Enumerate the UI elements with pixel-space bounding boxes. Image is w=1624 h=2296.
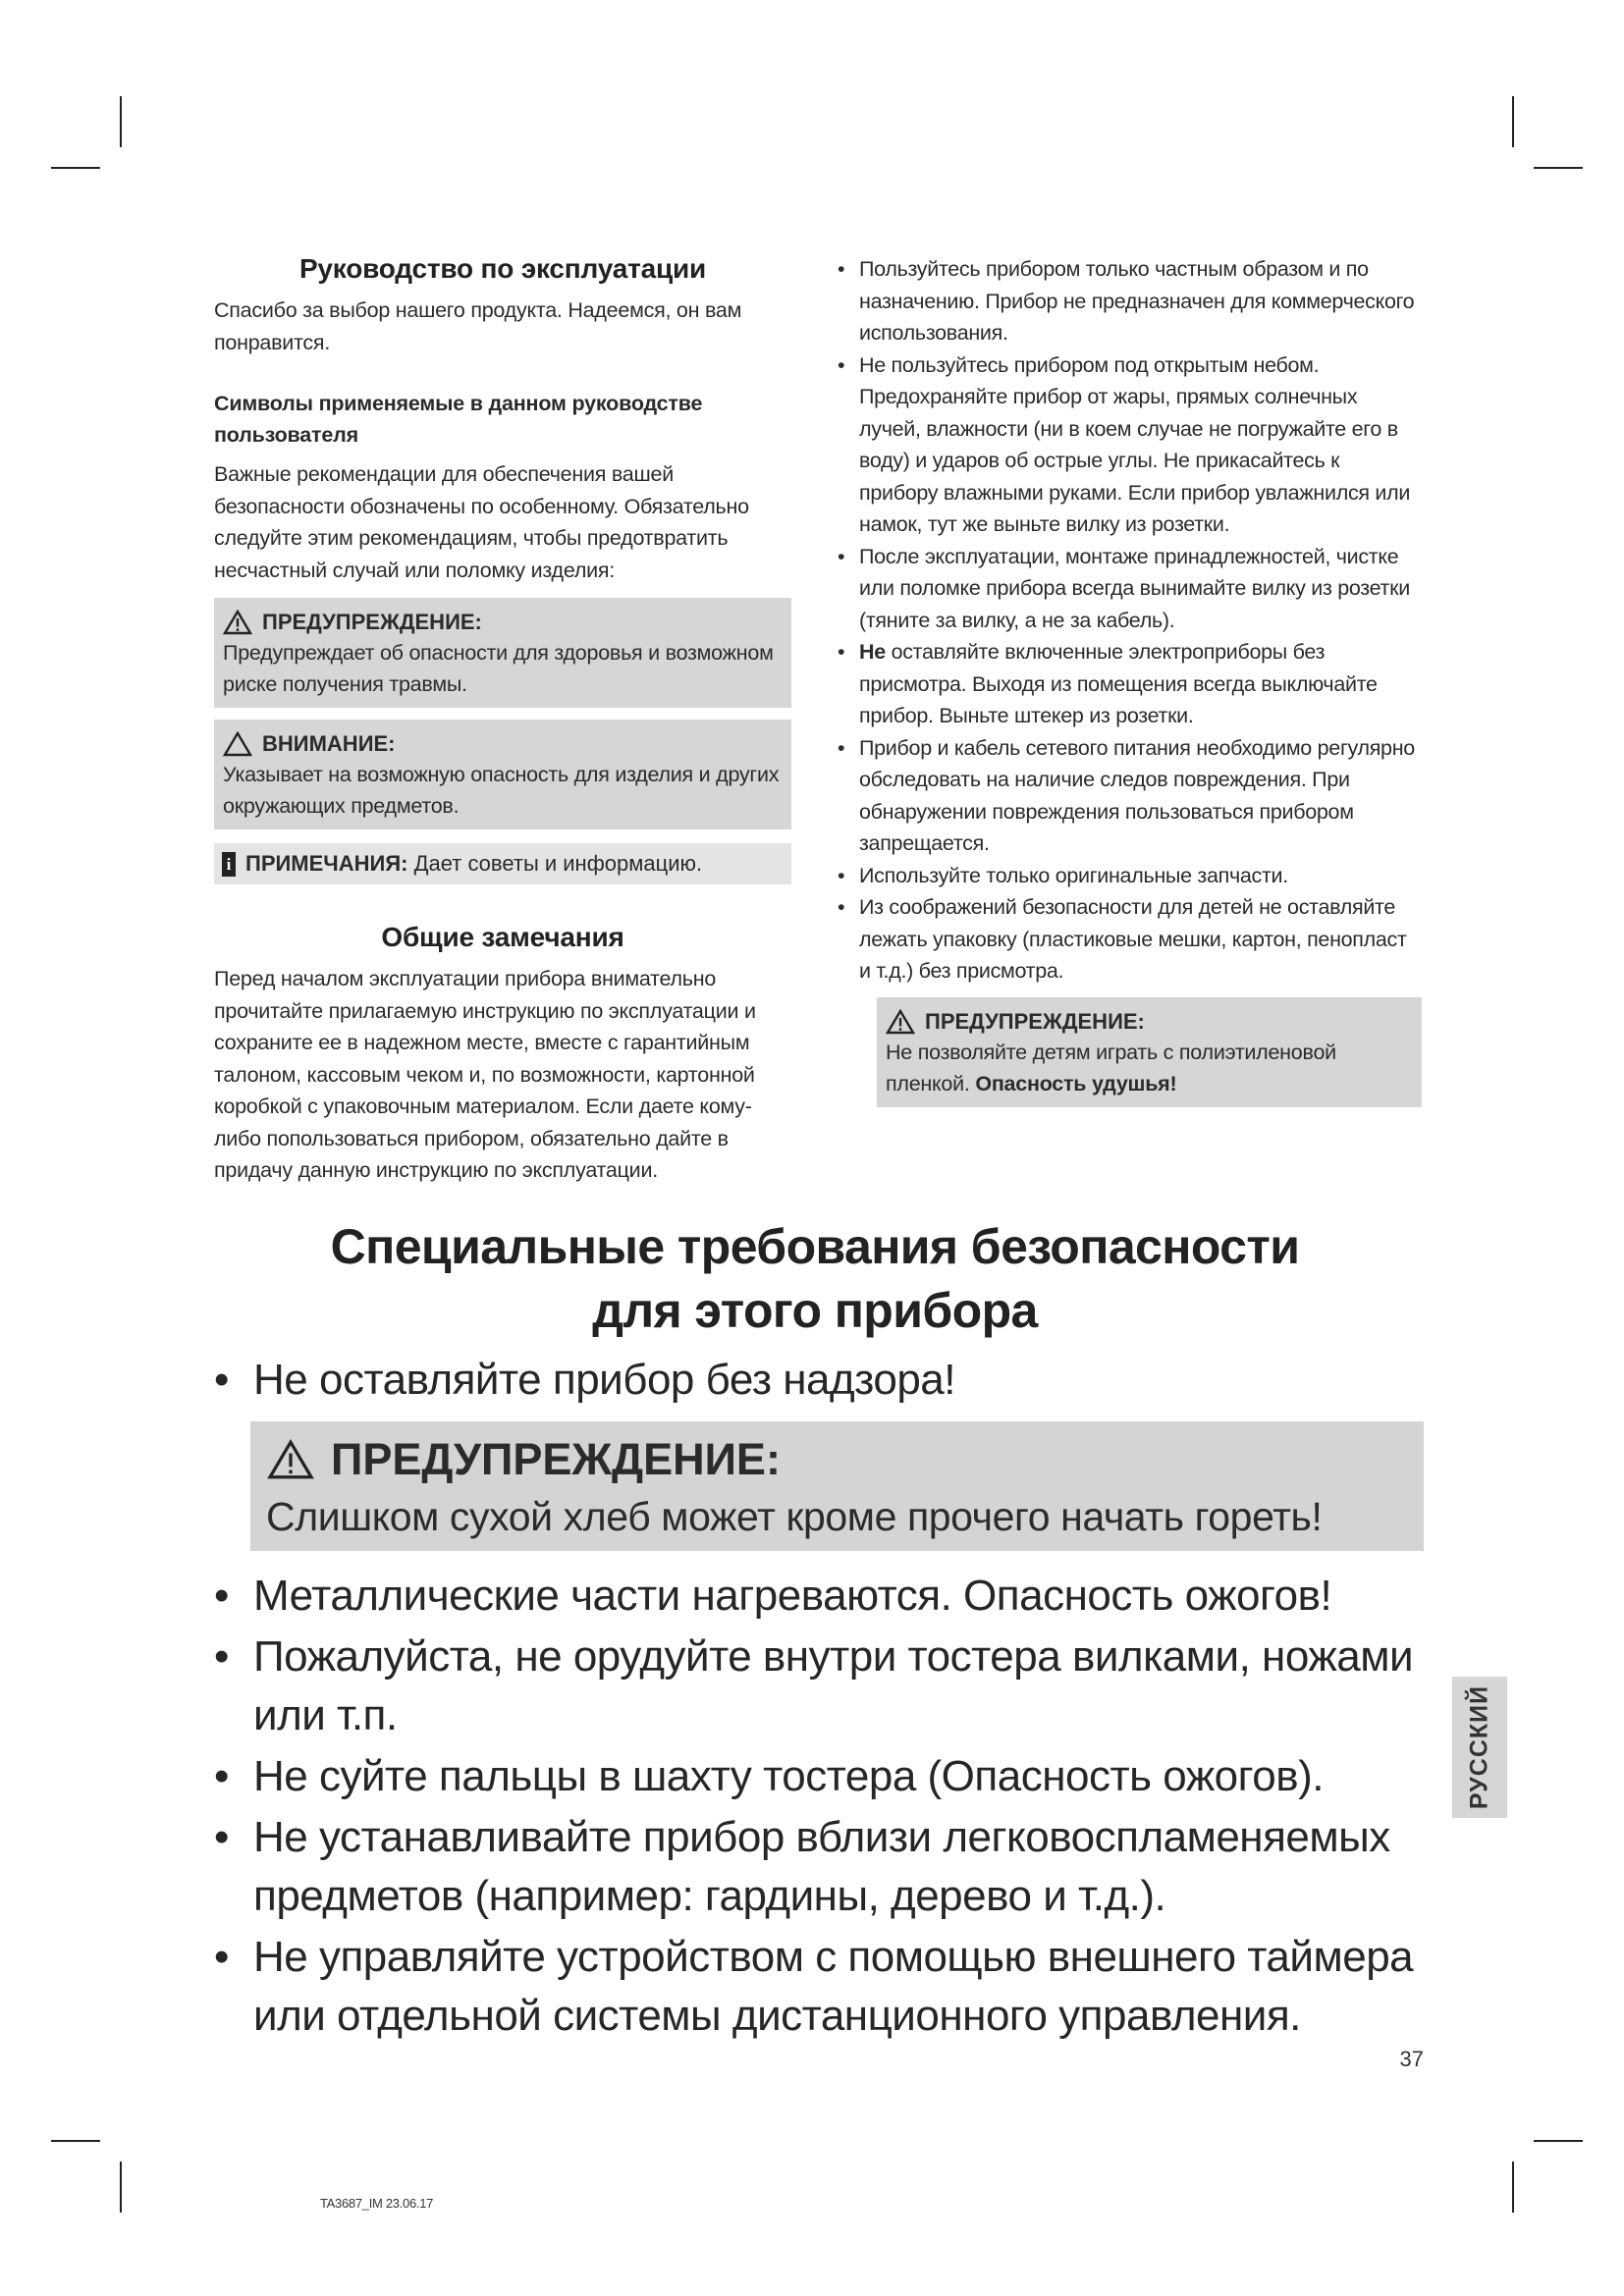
crop-mark: [51, 167, 100, 169]
note-label: ПРИМЕЧАНИЯ:: [245, 851, 408, 876]
list-item: • После эксплуатации, монтаже принадлежностей, чистке или поломке прибора всегда вынимайте вилку из розетки (тяните за вилку, а не за кабель).: [833, 541, 1422, 637]
warning-box: [877, 997, 1422, 1107]
list-item: • Не суйте пальцы в шахту тостера (Опасность ожогов).: [206, 1747, 1424, 1806]
warning-title: ПРЕДУПРЕЖДЕНИЕ:: [262, 610, 482, 634]
list-item: • Не оставляйте прибор без надзора!: [206, 1351, 1424, 1410]
intro-text: Спасибо за выбор нашего продукта. Надеемся, он вам понравится.: [214, 298, 742, 354]
left-column: [214, 253, 791, 1187]
crop-mark: [51, 2140, 100, 2142]
warning-box: [214, 598, 791, 708]
general-title: Общие замечания: [381, 922, 624, 952]
list-item: • Прибор и кабель сетевого питания необходимо регулярно обследовать на наличие следов повреждения. При обнаружении повреждения пользоваться прибором запрещается.: [833, 732, 1422, 860]
warning-text: Не позволяйте детям играть с полиэтиленовой пленкой.: [886, 1040, 1336, 1095]
list-item: • Не устанавливайте прибор вблизи легковоспламеняемых предметов (например: гардины, дерево и т.д.).: [206, 1808, 1424, 1926]
language-tab-label: РУССКИЙ: [1465, 1684, 1493, 1810]
list-item: • Пожалуйста, не орудуйте внутри тостера вилками, ножами или т.п.: [206, 1628, 1424, 1745]
language-tab: [1452, 1677, 1507, 1818]
symbols-text: Важные рекомендации для обеспечения вашей безопасности обозначены по особенному. Обязательно следуйте этим рекомендациям, чтобы предотвратить несчастный случай или поломку изделия:: [214, 462, 749, 582]
note-box: [214, 843, 791, 884]
list-item: • Не пользуйтесь прибором под открытым небом. Предохраняйте прибор от жары, прямых солнечных лучей, влажности (ни в коем случае не погружайте его в воду) и ударов об острые углы. Не прикасайтесь к прибору влажными руками. Если прибор увлажнился или намок, тут же выньте вилку из розетки.: [833, 349, 1422, 541]
caution-box: [214, 720, 791, 829]
special-title-line1: Специальные требования безопасности: [330, 1219, 1300, 1274]
crop-mark: [1512, 96, 1514, 147]
bold-prefix: Не: [859, 640, 886, 664]
special-title-line2: для этого прибора: [592, 1283, 1038, 1338]
crop-mark: [120, 96, 122, 147]
list-item: • Не управляйте устройством с помощью внешнего таймера или отдельной системы дистанционного управления.: [206, 1928, 1424, 2046]
manual-title: Руководство по эксплуатации: [298, 253, 707, 284]
note-text: Дает советы и информацию.: [413, 851, 703, 876]
crop-mark: [1534, 2140, 1583, 2142]
caution-triangle-icon: [223, 731, 252, 757]
crop-mark: [120, 2162, 122, 2213]
list-item: [833, 636, 1422, 732]
caution-title: ВНИМАНИЕ:: [262, 731, 396, 756]
caution-text: Указывает на возможную опасность для изделия и других окружающих предметов.: [223, 763, 780, 818]
warning-text: Предупреждает об опасности для здоровья и возможном риске получения травмы.: [223, 641, 774, 696]
warning-box-large: [250, 1421, 1424, 1551]
list-item: • Из соображений безопасности для детей не оставляйте лежать упаковку (пластиковые мешки, картон, пенопласт и т.д.) без присмотра.: [833, 891, 1422, 988]
crop-mark: [1512, 2162, 1514, 2213]
special-list: [206, 1351, 1424, 1410]
warning-triangle-icon: [266, 1439, 315, 1480]
bullet-rest: оставляйте включенные электроприборы без присмотра. Выходя из помещения всегда выключайте прибор. Выньте штекер из розетки.: [859, 640, 1378, 727]
warning-text: Слишком сухой хлеб может кроме прочего начать гореть!: [266, 1494, 1323, 1539]
symbols-heading: Символы применяемые в данном руководстве пользователя: [214, 392, 703, 447]
info-icon: i: [222, 852, 236, 877]
footer-code: TA3687_IM 23.06.17: [320, 2196, 434, 2211]
warning-triangle-icon: [886, 1009, 915, 1035]
warning-title: ПРЕДУПРЕЖДЕНИЕ:: [331, 1434, 781, 1484]
warning-text-bold: Опасность удушья!: [975, 1071, 1177, 1095]
page-number: 37: [1399, 2047, 1424, 2071]
warning-triangle-icon: [223, 610, 252, 635]
warning-title: ПРЕДУПРЕЖДЕНИЕ:: [925, 1008, 1145, 1034]
list-item: • Используйте только оригинальные запчасти.: [833, 860, 1422, 892]
list-item: • Металлические части нагреваются. Опасность ожогов!: [206, 1567, 1424, 1626]
list-item: • Пользуйтесь прибором только частным образом и по назначению. Прибор не предназначен для коммерческого использования.: [833, 253, 1422, 349]
special-list-continued: [206, 1567, 1424, 2046]
special-title: [206, 1215, 1424, 1343]
safety-list: [833, 253, 1422, 988]
crop-mark: [1534, 167, 1583, 169]
general-text: Перед началом эксплуатации прибора внимательно прочитайте прилагаемую инструкцию по эксплуатации и сохраните ее в надежном месте, вместе с гарантийным талоном, кассовым чеком и, по возможности, картонной коробкой с упаковочным материалом. Если даете кому-либо попользоваться прибором, обязательно дайте в придачу данную инструкцию по эксплуатации.: [214, 967, 756, 1182]
right-column: [833, 253, 1422, 1107]
special-requirements-section: [206, 1215, 1424, 2048]
